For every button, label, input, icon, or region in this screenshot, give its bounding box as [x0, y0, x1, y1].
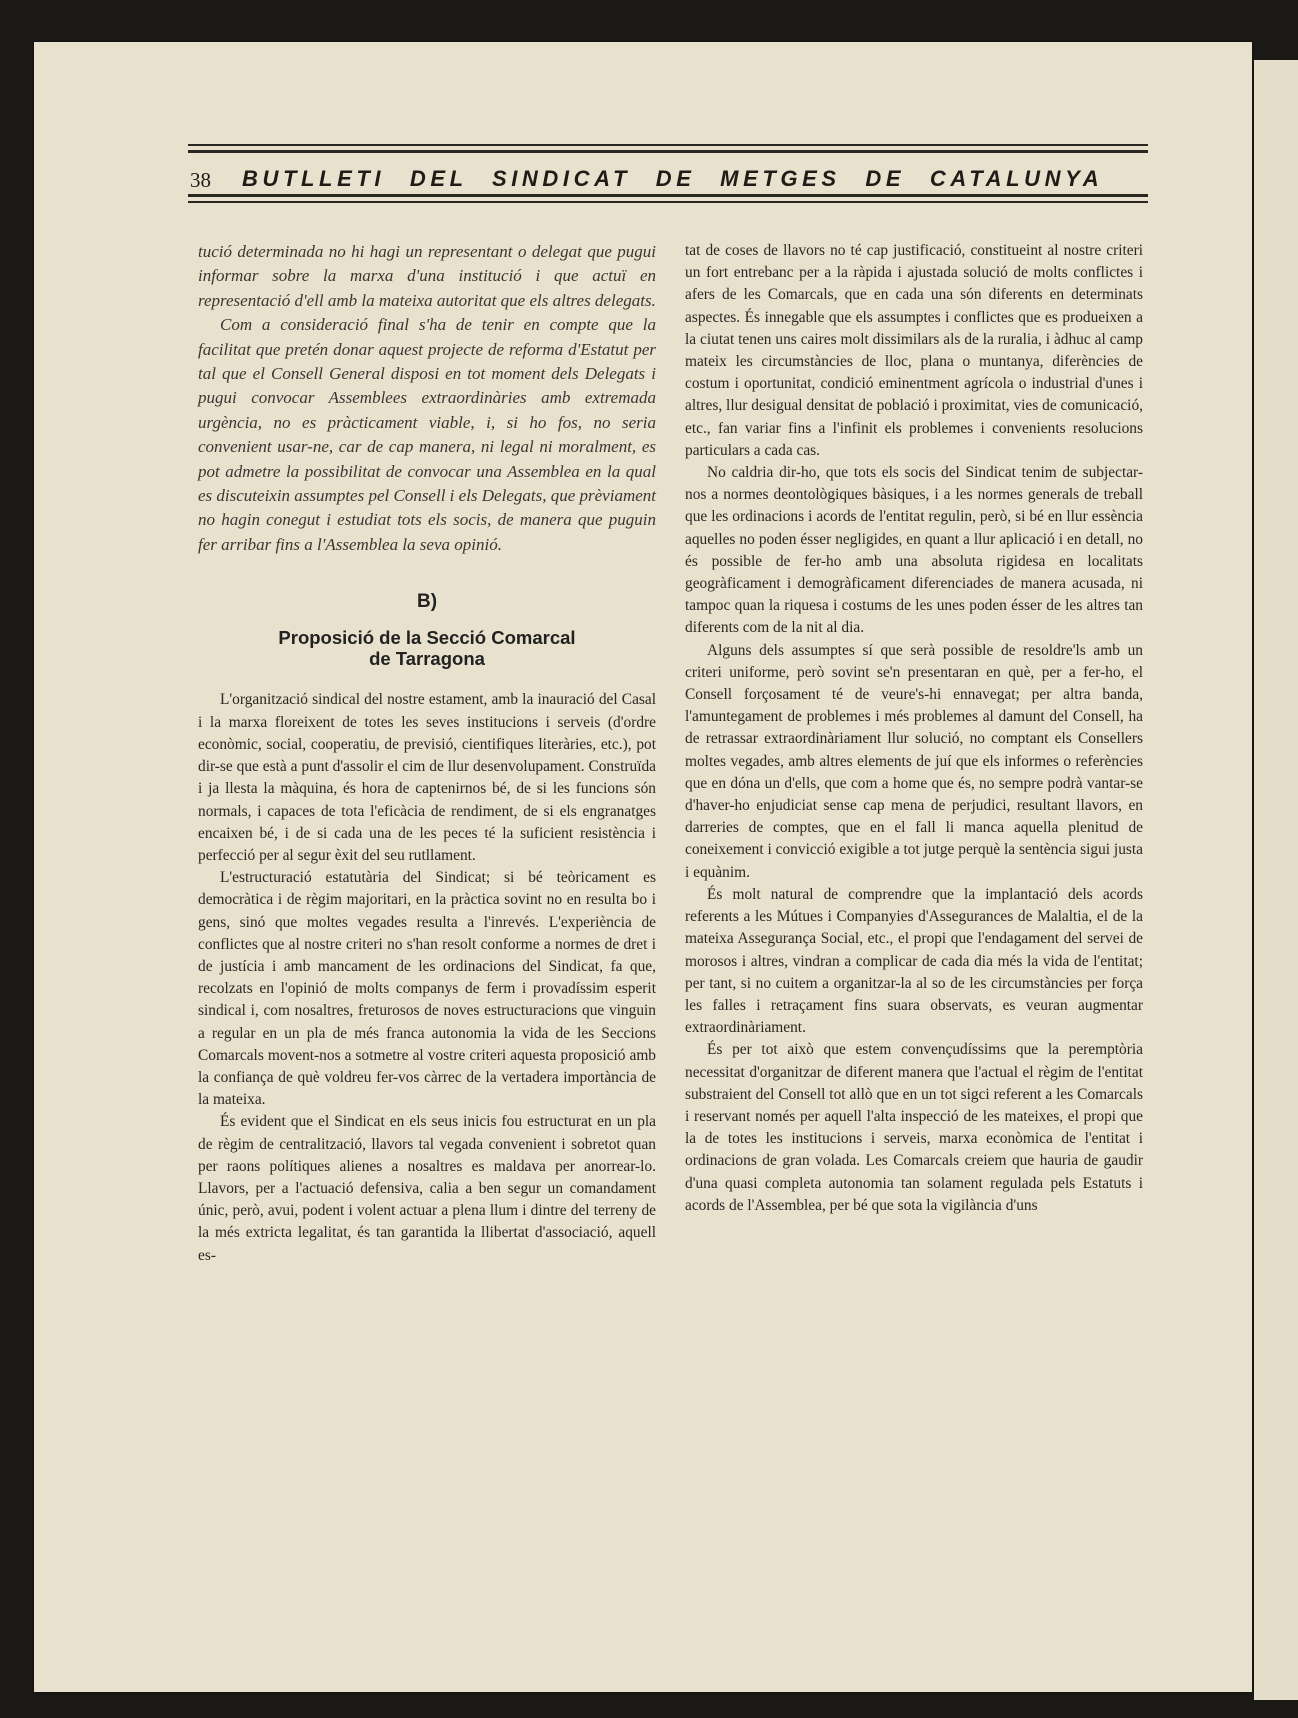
italic-paragraph: Com a consideració final s'ha de tenir en compte que la facilitat que pretén donar aquest projecte de reforma d'Estatut per tal que el Consell General disposi en tot moment dels Delegats i pugui convocar Assemblees extraordinàries amb extremada urgència, no es pràcticament viable, i, si ho fos, no seria convenient usar-ne, car de cap manera, ni legal ni moralment, es pot admetre la possibilitat de convocar una Assemblea en la qual es discuteixin assumptes pel Consell i els Delegats, que prèviament no hagin conegut i estudiat tots els socis, de manera que puguin fer arribar fins a l'Assemblea la seva opinió.: [198, 315, 656, 554]
body-paragraph: Alguns dels assumptes sí que serà possible de resoldre'ls amb un criteri uniforme, però sovint se'n presentaran en què, per a fer-ho, el Consell forçosament té de veure's-hi ennavegat; per altra banda, l'amuntegament de problemes i més problemes al damunt del Consell, ha de retrassar extraordinàriament llur solució, no comptant els Consellers moltes vegades, amb altres elements de juí que els informes o referències que en dóna un d'ells, que com a home que és, no sempre podrà vantar-se d'haver-ho enjudiciat sense cap mena de perjudici, resultant llavors, en darreries de comptes, que en el fall li manca aquella plenitud de coneixement i convicció exigible a tot jutge perquè la sentència sigui justa i equànim.: [685, 641, 1143, 881]
journal-title: BUTLLETI DEL SINDICAT DE METGES DE CATALUNYA: [242, 166, 1104, 191]
header-rule-top-1: [188, 144, 1148, 146]
header-rule-top-2: [188, 150, 1148, 153]
body-paragraph: L'estructuració estatutària del Sindicat; si bé teòricament es democràtica i de règim majoritari, en la pràctica sovint no en resulta bo i gens, sinó que moltes vegades resulta a l'inrevés. L'experiència de conflictes que al nostre criteri no s'han resolt conforme a normes de dret i de justícia i amb mancament de les ordinacions del Sindicat, fa que, recolzats en l'opinió de molts companys de ferm i provadíssim esperit sindical i, com nosaltres, freturosos de noves estructuracions que vinguin a regular en un pla de més franca autonomia la vida de les Seccions Comarcals movent-nos a sotmetre al vostre criteri aquesta proposició amb la confiança de què voldreu fer-vos càrrec de la vertadera importància de la mateixa.: [198, 869, 656, 1109]
body-paragraph: És per tot això que estem convençudíssims que la peremptòria necessitat d'organitzar de diferent manera que l'actual el règim de l'entitat substraient del Consell tot allò que en un tot sigci referent a les Comarcals i reservant només per aquell l'alta inspecció de les mateixes, el propi que la de totes les institucions i serveis, marxa econòmica de l'entitat i ordinacions de gran volada. Les Comarcals creiem que hauria de gaudir d'una quasi completa autonomia tan solament regulada pels Estatuts i acords de l'Assemblea, per bé que sota la vigilància d'uns: [685, 1041, 1143, 1214]
body-paragraph: L'organització sindical del nostre estament, amb la inauració del Casal i la marxa floreixent de totes les seves institucions i serveis (d'ordre econòmic, social, cooperatiu, de previsió, cientifiques literàries, etc.), pot dir-se que està a punt d'assolir el cim de llur desenvolupament. Construïda i ja llesta la màquina, és hora de captenirnos bé, de si les funcions són normals, i capaces de tota l'eficàcia de rendiment, de si els engranatges encaixen bé, i de si cada una de les peces té la suficient resistència i perfecció per al segur èxit del seu rutllament.: [198, 691, 656, 864]
page-number: 38: [190, 168, 211, 192]
right-column: [685, 240, 1143, 1217]
section-title: [198, 627, 656, 669]
italic-paragraph: tució determinada no hi hagi un representant o delegat que pugui informar sobre la marxa d'una institució i que actuï en representació d'ell amb la mateixa autoritat que els altres delegats.: [198, 242, 656, 310]
header-rule-bottom-2: [188, 201, 1148, 203]
body-paragraph: És evident que el Sindicat en els seus inicis fou estructurat en un pla de règim de centralització, llavors tal vegada convenient i sobretot quan per raons polítiques alienes a nosaltres es maldava per anorrear-lo. Llavors, per a l'actuació defensiva, calia a ben segur un comandament únic, però, avui, podent i volent actuar a plena llum i dintre del terreny de la més extricta legalitat, és tan garantida la llibertat d'associació, aquell es-: [198, 1113, 656, 1264]
italic-quote-block: [198, 240, 656, 557]
left-column: [198, 240, 656, 1267]
section-title-line: de Tarragona: [369, 648, 485, 670]
adjacent-page-edge: [1254, 60, 1298, 1700]
body-paragraph: No caldria dir-ho, que tots els socis del Sindicat tenim de subjectar-nos a normes deontològiques bàsiques, i a les normes generals de treball que les ordinacions i acords de l'entitat regulin, però, si bé en llur essència aquelles no poden ésser negligides, en quant a llur aplicació i en detall, no és possible de fer-ho amb una absoluta rigidesa en localitats geogràficament i demogràficament diferenciades de manera acusada, ni tampoc quan la riquesa i costums de les unes poden ésser de les altres tan diferents com de la nit al dia.: [685, 464, 1143, 637]
section-title-line: Proposició de la Secció Comarcal: [278, 627, 576, 649]
section-letter: B): [416, 591, 438, 613]
body-paragraph: És molt natural de comprendre que la implantació dels acords referents a les Mútues i Companyies d'Assegurances de Malaltia, el de la mateixa Assegurança Social, etc., el propi que l'endagament del servei de morosos i altres, vindran a complicar de cada dia més la vida de l'entitat; per tant, si no cuitem a organitzar-la al so de les circumstàncies per força les falles i retraçament fins suara observats, es veuran augmentar extraordinàriament.: [685, 885, 1143, 1037]
body-paragraph: tat de coses de llavors no té cap justificació, constitueint al nostre criteri un fort entrebanc per a la ràpida i ajustada solució de molts conflictes i afers de les Comarcals, que en cada una són diferents en determinats aspectes. És innegable que els assumptes i conflictes que es produeixen a la ciutat tenen uns caires molt dissimilars als de la ruralia, i àdhuc al camp mateix les circumstàncies de lloc, plana o muntanya, diferències de costum i oportunitat, condició eminentment agrícola o industrial d'unes i altres, llur desigual densitat de població i proximitat, vies de comunicació, etc., fan variar fins a l'infinit els problemes i convenients resolucions particulars a cada cas.: [685, 242, 1143, 459]
running-head: [190, 164, 1180, 200]
